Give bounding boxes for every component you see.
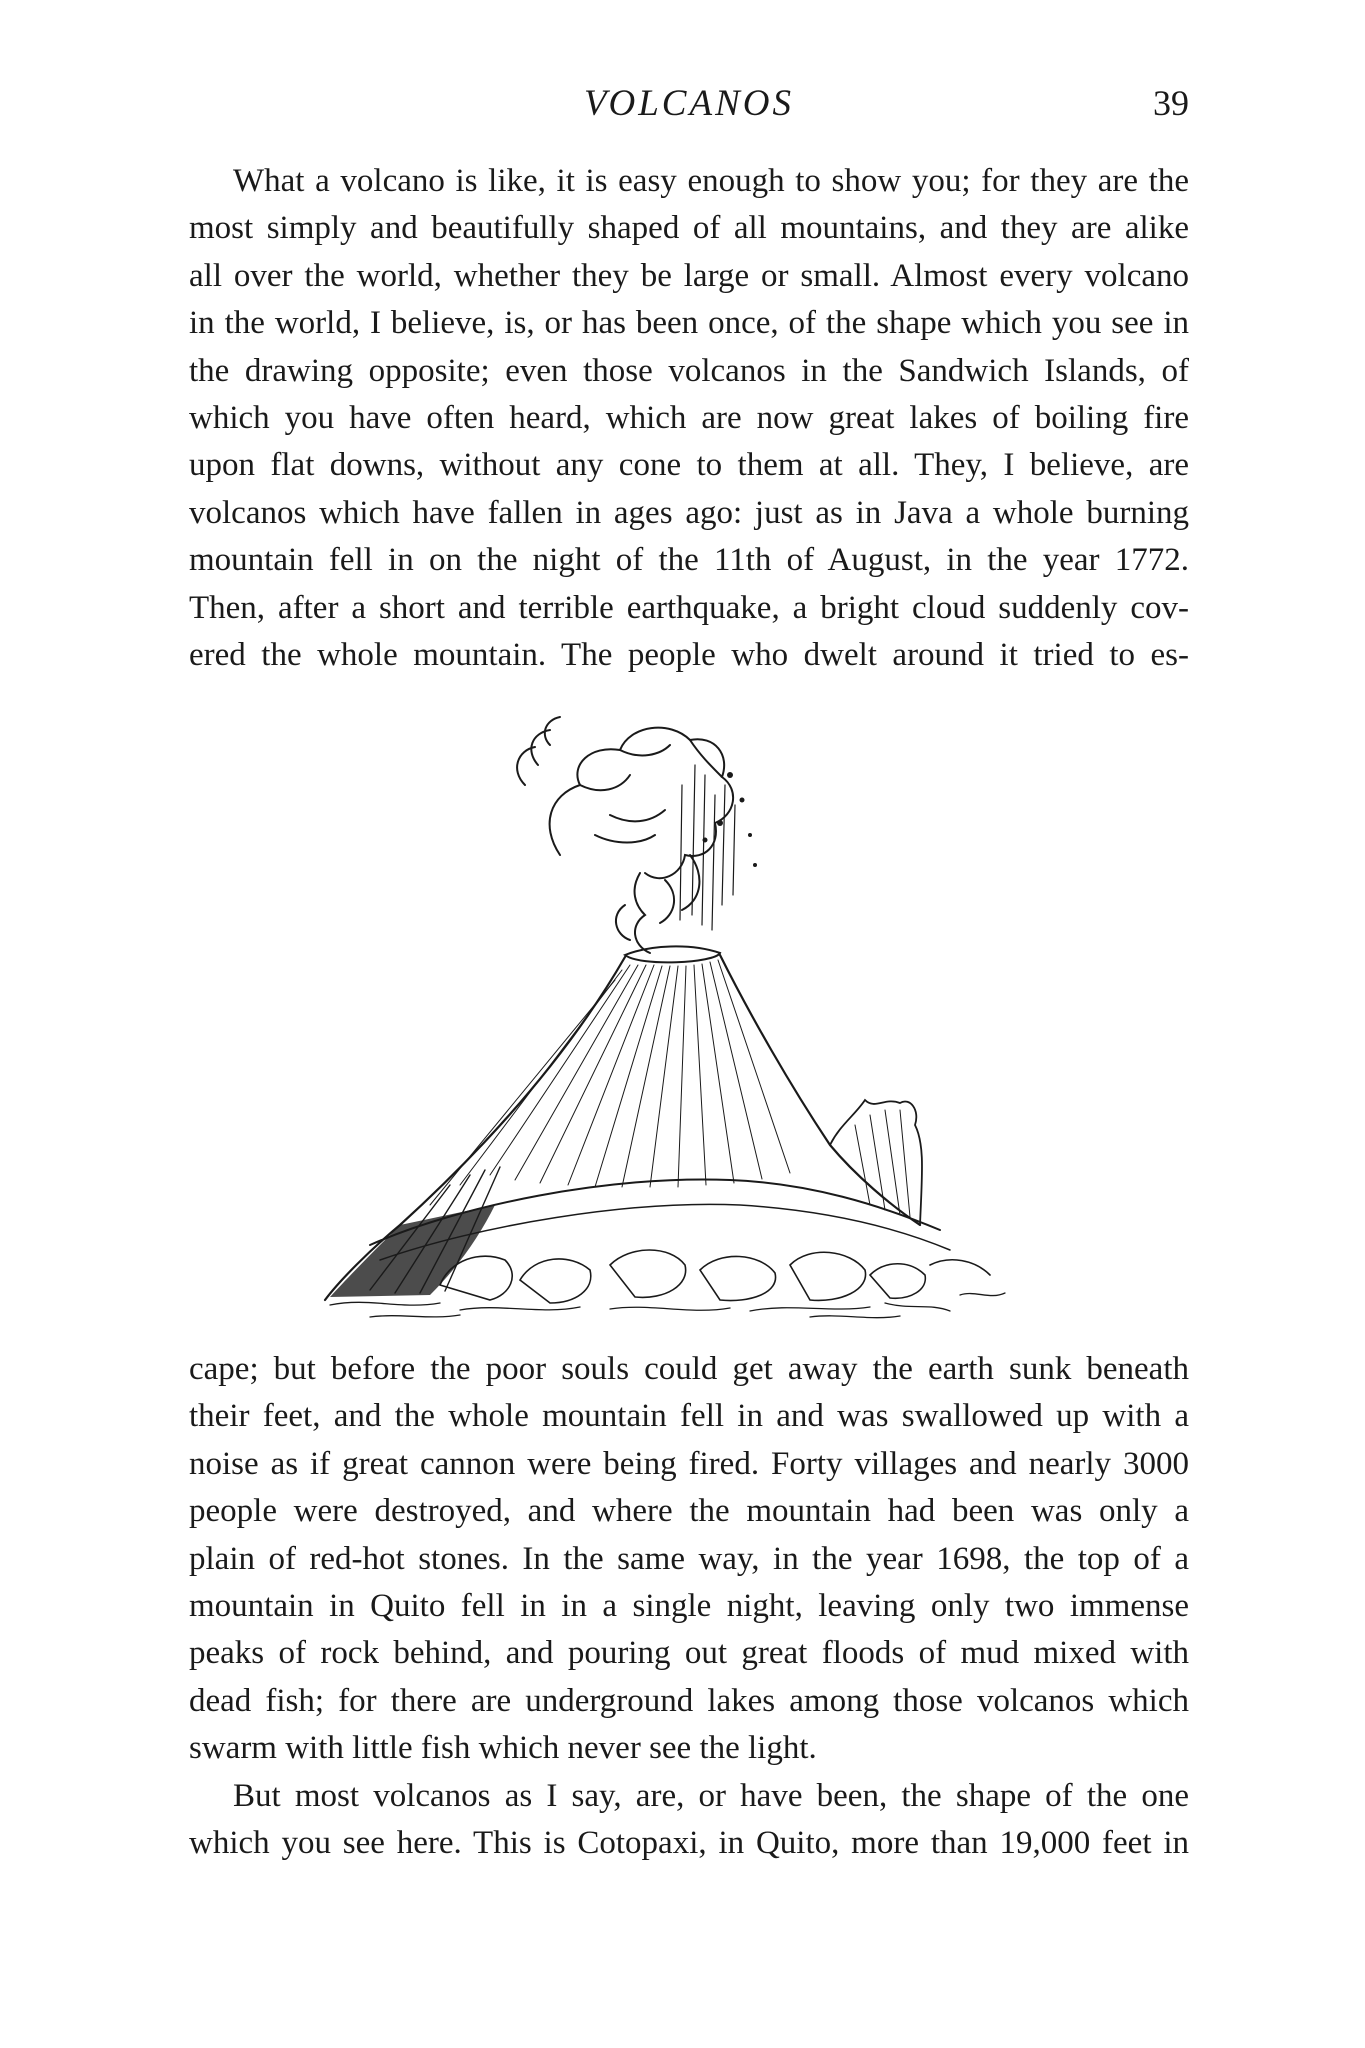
text-line: mountain fell in on the night of the 11th of August, in the year 1772. [189,542,1189,579]
text-line: which you see here. This is Cotopaxi, in Quito, more than 19,000 feet in [189,1825,1189,1862]
text-line: mountain in Quito fell in in a single night, leaving only two immense [189,1588,1189,1625]
text-line: people were destroyed, and where the mountain had been was only a [189,1493,1189,1530]
text-line: their feet, and the whole mountain fell in and was swallowed up with a [189,1398,1189,1435]
volcano-illustration [310,705,1050,1325]
text-line: all over the world, whether they be large or small. Almost every volcano [189,257,1189,294]
page-number: 39 [1153,83,1189,123]
running-title: VOLCANOS [584,83,794,124]
cone-hatching [430,960,790,1205]
text-line: which you have often heard, which are now great lakes of boiling fire [189,400,1189,437]
ground-strokes [330,1293,1005,1318]
text-line: noise as if great cannon were being fired. Forty villages and nearly 3000 [189,1445,1189,1482]
text-line: Then, after a short and terrible earthquake, a bright cloud suddenly cov- [189,589,1189,626]
smoke-plume [517,717,733,953]
text-line: What a volcano is like, it is easy enough to show you; for they are the [233,163,1189,199]
foreground-rocks [440,1250,990,1303]
running-head [189,82,1189,132]
text-line: But most volcanos as I say, are, or have been, the shape of the one [233,1777,1189,1814]
text-line: plain of red-hot stones. In the same way, in the year 1698, the top of a [189,1540,1189,1577]
text-line: volcanos which have fallen in ages ago: just as in Java a whole burning [189,494,1189,531]
crater-rim [625,946,720,962]
text-line: upon flat downs, without any cone to them at all. They, I believe, are [189,447,1189,484]
text-line: peaks of rock behind, and pouring out great floods of mud mixed with [189,1635,1189,1672]
text-line: in the world, I believe, is, or has been once, of the shape which you see in [189,305,1189,342]
text-line: dead fish; for there are underground lakes among those volcanos which [189,1682,1189,1719]
text-line: most simply and beautifully shaped of all mountains, and they are alike [189,210,1189,247]
body-text-top [189,158,1189,679]
text-line: cape; but before the poor souls could get away the earth sunk beneath [189,1351,1189,1387]
shaded-flank [330,1205,495,1297]
text-line: swarm with little fish which never see the light. [189,1730,817,1767]
text-line: ered the whole mountain. The people who dwelt around it tried to es- [189,637,1189,674]
text-line: the drawing opposite; even those volcanos in the Sandwich Islands, of [189,352,1189,389]
body-text-bottom [189,1346,1189,1867]
